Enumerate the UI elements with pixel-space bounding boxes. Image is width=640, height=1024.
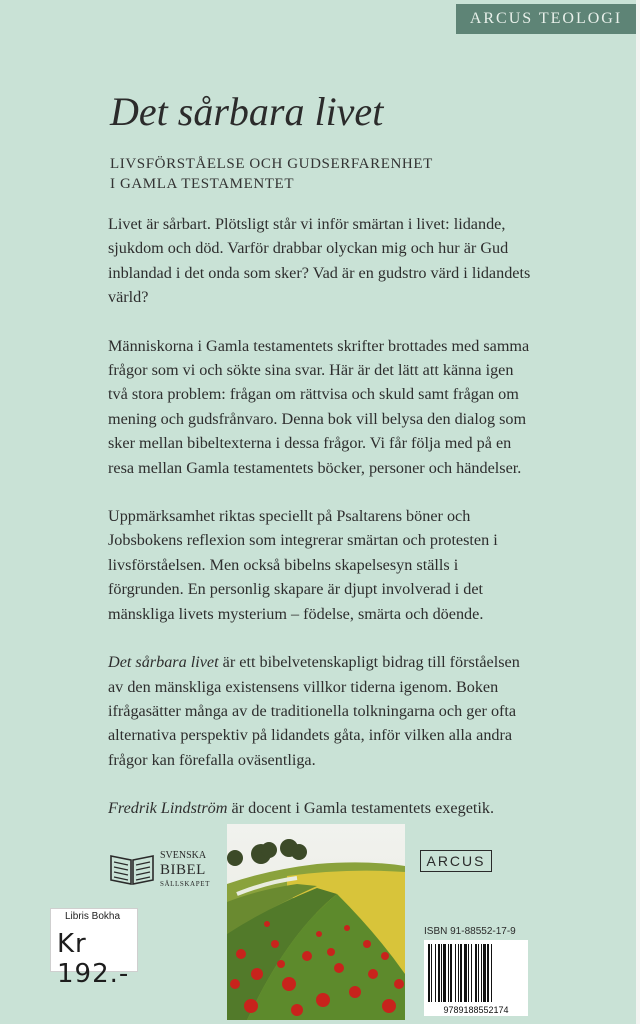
- bible-society-line-2: BIBEL: [160, 862, 206, 878]
- blurb-paragraph-2: Människorna i Gamla testamentets skrifter brottades med samma frågor som vi och sökte sina svar. Här är det lätt att känna igen två stora problem: frågan om rättvisa och skuld samt frågan om mening och gudsfrånvaro. Denna bok vill belysa den dialog som sker mellan bibeltexterna i dessa frågor. Vi får följa med på en resa mellan Gamla testamentets böcker, personer och händelser.: [108, 336, 530, 477]
- bible-society-line-1: SVENSKA: [160, 850, 207, 861]
- author-description: är docent i Gamla testamentets exegetik.: [227, 799, 495, 818]
- inline-book-title: Det sårbara livet: [108, 653, 219, 672]
- subtitle-line-2: I GAMLA TESTAMENTET: [110, 176, 295, 192]
- page-edge: [636, 0, 640, 1024]
- blurb-paragraph-4: [108, 650, 532, 772]
- author-line: [108, 796, 532, 820]
- blurb-paragraph-4-text: är ett bibelvetenskapligt bidrag till förståelsen av den mänskliga existensens villkor tiderna igenom. Boken ifrågasätter många av de traditionella tolkningarna och ger ofta alternativa perspektiv på lidandets gåta, inför vilken alla andra frågor kan förefalla oväsentliga.: [108, 653, 520, 769]
- barcode: [424, 940, 528, 1016]
- isbn-label: ISBN 91-88552-17-9: [424, 926, 516, 937]
- blurb-paragraph-1: Livet är sårbart. Plötsligt står vi inför smärtan i livet: lidande, sjukdom och död. Varför drabbar olyckan mig och hur är Gud inblandad i det onda som sker? Vad är en gudstro värd i lidandets värld?: [108, 215, 531, 307]
- blurb: [108, 212, 532, 845]
- barcode-bars: [424, 940, 528, 1004]
- handwritten-price: Kr 192.-: [57, 929, 130, 989]
- bible-society-line-3: SÄLLSKAPET: [160, 880, 210, 888]
- cover-photo-poppy-field: [227, 824, 405, 1020]
- price-sticker: [50, 908, 138, 989]
- open-book-icon: [108, 848, 156, 888]
- bible-society-name: [160, 850, 210, 890]
- subtitle-line-1: LIVSFÖRSTÅELSE OCH GUDSERFARENHET: [110, 156, 433, 172]
- blurb-paragraph-3: Uppmärksamhet riktas speciellt på Psaltarens böner och Jobsbokens reflexion som integrerar smärtan och protesten i livsförståelsen. Men också bibelns skapelsesyn ställs i förgrunden. En personlig skapare är djupt involverad i det mänskliga livets mysterium – födelse, smärta och döende.: [108, 507, 498, 623]
- book-title: Det sårbara livet: [110, 89, 384, 134]
- sticker-label: Libris Bokha: [65, 911, 121, 922]
- barcode-number: 9789188552174: [443, 1005, 509, 1015]
- series-label: ARCUS TEOLOGI: [456, 4, 636, 34]
- author-name: Fredrik Lindström: [108, 799, 228, 818]
- bible-society-logo: [108, 848, 220, 888]
- publisher-logo: ARCUS: [420, 850, 492, 872]
- book-subtitle: [110, 154, 433, 194]
